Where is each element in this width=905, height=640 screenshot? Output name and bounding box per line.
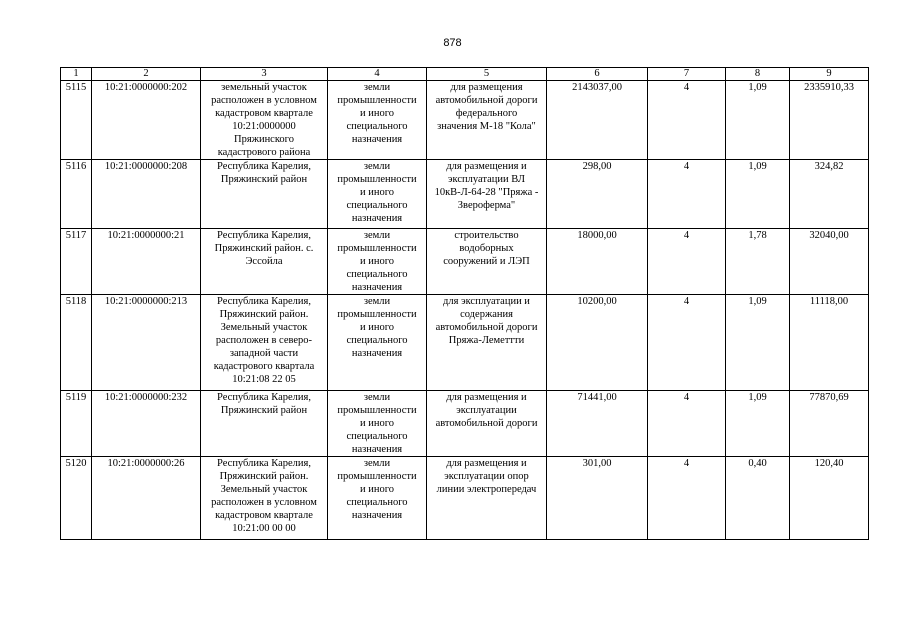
cell-line: Пряжинского (234, 134, 294, 145)
coefficient-cell: 1,78 (726, 229, 790, 295)
cell-line: промышленности (337, 309, 417, 320)
cell-line: значения М-18 "Кола" (437, 121, 536, 132)
cell-line: назначения (351, 134, 403, 145)
cell-line: автомобильной дороги (435, 95, 538, 106)
cell-line: назначения (351, 510, 403, 521)
cell-line: промышленности (337, 95, 417, 106)
group-cell: 4 (648, 81, 726, 160)
column-header: 1 (61, 68, 92, 81)
land-category-cell (328, 81, 427, 160)
table-row (61, 229, 869, 295)
group-cell: 4 (648, 457, 726, 540)
table-body (61, 81, 869, 540)
cadastral-number-cell: 10:21:0000000:202 (92, 81, 201, 160)
cell-line: Пряжинский район. (219, 309, 309, 320)
cell-line: Пряжа-Леметтти (448, 335, 525, 346)
cell-line: Звероферма" (457, 200, 516, 211)
area-cell: 18000,00 (547, 229, 648, 295)
land-registry-table (60, 67, 869, 540)
cell-line: Пряжинский район (220, 405, 308, 416)
cell-line: и иного (359, 108, 395, 119)
cell-line: специального (346, 200, 408, 211)
cell-line: назначения (351, 282, 403, 293)
cell-line: для размещения и (446, 458, 527, 469)
cell-line: расположен в северо- (215, 335, 313, 346)
cell-line: Республика Карелия, (217, 458, 311, 469)
land-category-cell (328, 229, 427, 295)
cell-line: строительство (454, 230, 519, 241)
cell-line: промышленности (337, 471, 417, 482)
location-cell (201, 457, 328, 540)
cell-line: земельный участок (221, 82, 307, 93)
area-cell: 71441,00 (547, 391, 648, 457)
cell-line: для размещения и (446, 161, 527, 172)
group-cell: 4 (648, 160, 726, 229)
table-row (61, 391, 869, 457)
cell-line: 10кВ-Л-64-28 "Пряжа - (434, 187, 539, 198)
cadastral-number-cell: 10:21:0000000:232 (92, 391, 201, 457)
cell-line: федерального (455, 108, 518, 119)
cell-line: содержания (460, 309, 513, 320)
cell-line: специального (346, 269, 408, 280)
cell-line: промышленности (337, 243, 417, 254)
location-cell (201, 295, 328, 391)
group-cell: 4 (648, 391, 726, 457)
area-cell: 2143037,00 (547, 81, 648, 160)
coefficient-cell: 1,09 (726, 295, 790, 391)
permitted-use-cell (427, 229, 547, 295)
cell-line: для размещения и (446, 392, 527, 403)
cell-line: Земельный участок (220, 322, 308, 333)
cadastral-value-cell: 2335910,33 (790, 81, 869, 160)
land-category-cell (328, 457, 427, 540)
location-cell (201, 81, 328, 160)
cell-line: кадастрового квартала (213, 361, 315, 372)
cell-line: кадастровом квартале (215, 108, 313, 119)
cell-line: и иного (359, 256, 395, 267)
cell-line: специального (346, 497, 408, 508)
cell-line: автомобильной дороги (435, 322, 538, 333)
cell-line: расположен в условном (211, 497, 317, 508)
permitted-use-cell (427, 295, 547, 391)
cell-line: Республика Карелия, (217, 230, 311, 241)
coefficient-cell: 1,09 (726, 81, 790, 160)
cell-line: Пряжинский район. с. (214, 243, 314, 254)
cell-line: 10:21:00 00 00 (232, 523, 296, 534)
cell-line: сооружений и ЛЭП (443, 256, 530, 267)
cell-line: Республика Карелия, (217, 392, 311, 403)
cell-line: кадастровом квартале (215, 510, 313, 521)
area-cell: 301,00 (547, 457, 648, 540)
cell-line: Эссойла (245, 256, 283, 267)
cell-line: земли (363, 458, 391, 469)
cell-line: земли (363, 392, 391, 403)
row-number-cell: 5119 (61, 391, 92, 457)
cell-line: 10:21:08 22 05 (232, 374, 296, 385)
coefficient-cell: 1,09 (726, 391, 790, 457)
coefficient-cell: 0,40 (726, 457, 790, 540)
permitted-use-cell (427, 391, 547, 457)
cadastral-value-cell: 120,40 (790, 457, 869, 540)
cell-line: специального (346, 121, 408, 132)
cell-line: для эксплуатации и (443, 296, 530, 307)
cell-line: промышленности (337, 405, 417, 416)
cell-line: Республика Карелия, (217, 296, 311, 307)
table-row (61, 160, 869, 229)
row-number-cell: 5115 (61, 81, 92, 160)
location-cell (201, 160, 328, 229)
cell-line: и иного (359, 322, 395, 333)
cadastral-number-cell: 10:21:0000000:26 (92, 457, 201, 540)
cadastral-value-cell: 11118,00 (790, 295, 869, 391)
cell-line: кадастрового района (217, 147, 311, 158)
column-header: 5 (427, 68, 547, 81)
cell-line: для размещения (450, 82, 523, 93)
land-category-cell (328, 391, 427, 457)
land-category-cell (328, 295, 427, 391)
cell-line: земли (363, 82, 391, 93)
cell-line: линии электропередач (436, 484, 537, 495)
permitted-use-cell (427, 81, 547, 160)
column-header: 7 (648, 68, 726, 81)
cell-line: назначения (351, 213, 403, 224)
cell-line: и иного (359, 484, 395, 495)
cell-line: назначения (351, 348, 403, 359)
cell-line: Республика Карелия, (217, 161, 311, 172)
cadastral-number-cell: 10:21:0000000:208 (92, 160, 201, 229)
row-number-cell: 5116 (61, 160, 92, 229)
cadastral-value-cell: 324,82 (790, 160, 869, 229)
cell-line: Земельный участок (220, 484, 308, 495)
group-cell: 4 (648, 229, 726, 295)
cell-line: специального (346, 431, 408, 442)
page-number: 878 (443, 37, 462, 49)
cell-line: и иного (359, 187, 395, 198)
cell-line: 10:21:0000000 (232, 121, 296, 132)
column-header: 4 (328, 68, 427, 81)
area-cell: 298,00 (547, 160, 648, 229)
cell-line: земли (363, 230, 391, 241)
row-number-cell: 5117 (61, 229, 92, 295)
column-header: 2 (92, 68, 201, 81)
coefficient-cell: 1,09 (726, 160, 790, 229)
column-header: 3 (201, 68, 328, 81)
location-cell (201, 229, 328, 295)
cadastral-value-cell: 77870,69 (790, 391, 869, 457)
cell-line: земли (363, 296, 391, 307)
cell-line: автомобильной дороги (435, 418, 538, 429)
row-number-cell: 5120 (61, 457, 92, 540)
cell-line: эксплуатации (456, 405, 517, 416)
land-category-cell (328, 160, 427, 229)
table-row (61, 81, 869, 160)
group-cell: 4 (648, 295, 726, 391)
cell-line: эксплуатации ВЛ (448, 174, 525, 185)
column-header: 8 (726, 68, 790, 81)
cell-line: расположен в условном (211, 95, 317, 106)
cell-line: промышленности (337, 174, 417, 185)
row-number-cell: 5118 (61, 295, 92, 391)
cell-line: и иного (359, 418, 395, 429)
table-row (61, 295, 869, 391)
cadastral-value-cell: 32040,00 (790, 229, 869, 295)
cell-line: эксплуатации опор (444, 471, 529, 482)
cell-line: Пряжинский район (220, 174, 308, 185)
cell-line: Пряжинский район. (219, 471, 309, 482)
area-cell: 10200,00 (547, 295, 648, 391)
cell-line: земли (363, 161, 391, 172)
column-header: 9 (790, 68, 869, 81)
cell-line: назначения (351, 444, 403, 455)
cadastral-number-cell: 10:21:0000000:21 (92, 229, 201, 295)
cell-line: водоборных (459, 243, 514, 254)
column-header: 6 (547, 68, 648, 81)
cell-line: специального (346, 335, 408, 346)
permitted-use-cell (427, 160, 547, 229)
cell-line: западной части (229, 348, 299, 359)
permitted-use-cell (427, 457, 547, 540)
table-row (61, 457, 869, 540)
header-row (61, 68, 869, 81)
location-cell (201, 391, 328, 457)
cadastral-number-cell: 10:21:0000000:213 (92, 295, 201, 391)
